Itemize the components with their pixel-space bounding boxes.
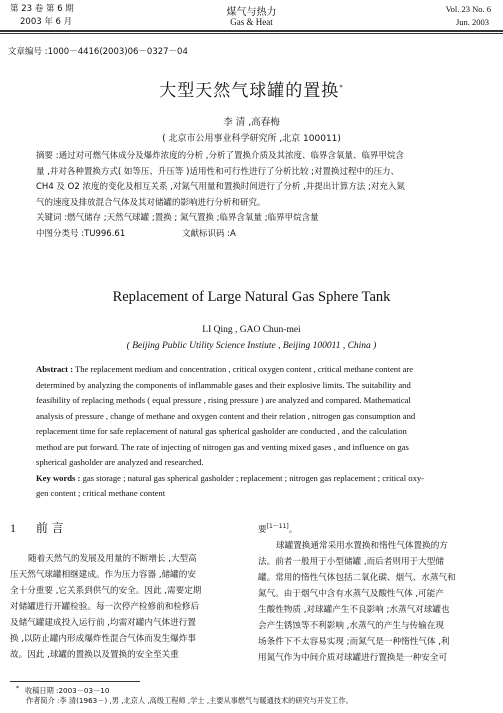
doc-code-cn: 文献标识码 :A <box>181 228 236 239</box>
section-title: 前 言 <box>35 521 64 535</box>
authors-en: LI Qing , GAO Chun-mei <box>202 325 301 335</box>
body-line: 故。因此 ,球罐的置换以及置换的安全至关重 <box>10 650 179 660</box>
body-line: 用氮气作为中间介质对球罐进行置换是一种安全可 <box>258 652 448 663</box>
abstract-en-line: replacement time for safe replacement of natural gas spherical gasholder are conducted , and the calculation <box>36 426 407 436</box>
header-journal-cn: 煤气与热力 <box>226 7 277 18</box>
body-line: 场条件下不太容易实现 ;而氮气是一种惰性气体 ,利 <box>258 636 450 647</box>
reference-citation: [1～11] <box>266 523 289 530</box>
right-column <box>258 519 494 666</box>
affiliation-en: ( Beijing Public Utility Science Instiute , Beijing 100011 , China ) <box>126 341 377 351</box>
affiliation-cn: ( 北京市公用事业科学研究所 ,北京 100011) <box>162 134 341 144</box>
article-number: 文章编号 :1000－4416(2003)06－0327－04 <box>8 47 188 57</box>
header-journal-en: Gas & Heat <box>230 17 273 27</box>
abstract-en-line: determined by analyzing the components of inflammable gases and their explosive limits. The suitability and <box>36 379 411 390</box>
body-text-end: 。 <box>288 524 298 535</box>
body-line: 换 ,以防止罐内形成爆炸性混合气体而发生爆炸事 <box>10 634 196 644</box>
header-date-en: Jun. 2003 <box>455 17 489 27</box>
body-line: 及储气罐建成投入运行前 ,均需对罐内气体进行置 <box>10 618 196 628</box>
title-footnote-mark: * <box>339 83 344 92</box>
header-volume-cn: 第 23 卷 第 6 期 <box>10 4 74 14</box>
body-line: 压天然气球罐相继建成。作为压力容器 ,储罐的安 <box>10 570 196 580</box>
body-line: 球罐置换通常采用水置换和惰性气体置换的方 <box>276 540 448 551</box>
body-line: 罐。常用的惰性气体包括二氧化碳、烟气、水蒸气和 <box>258 572 456 583</box>
section-heading <box>10 519 64 536</box>
abstract-en-line: method are put forward. The rate of injecting of nitrogen gas and venting mixed gases , and influence on gas <box>36 441 409 452</box>
abstract-en-line: feasibility of replacing methods ( equal pressure , rising pressure ) are analyzed and compared. Mathematical <box>36 395 411 405</box>
section-number: 1 <box>10 521 16 535</box>
abstract-en-line: spherical gasholder are analyzed and researched. <box>36 457 204 467</box>
body-line: 会产生锈蚀等不利影响 ,水蒸气的产生与传输在现 <box>258 620 444 631</box>
body-line: 对储罐进行开罐检验。每一次停产检修前和检修后 <box>10 602 200 612</box>
abstract-cn <box>36 149 476 242</box>
abstract-en-text: The replacement medium and concentration , critical oxygen content , critical methane content are <box>75 364 414 374</box>
keywords-en-label: Key words : <box>36 472 81 483</box>
body-line: 生酸性物质 ,对球罐产生不良影响 ;水蒸气对球罐也 <box>258 604 450 615</box>
body-line: 法。前者一般用于小型储罐 ,而后者则用于大型储 <box>258 556 444 567</box>
footnote-received-text: 收稿日期 :2003－03－10 <box>25 686 110 696</box>
body-line: 随着天然气的发展及用量的不断增长 ,大型高 <box>28 554 197 564</box>
keywords-en-line <box>36 471 476 487</box>
page-title-cn <box>0 76 503 101</box>
keywords-cn: 关键词 :燃气储存 ;天然气球罐 ;置换 ; 氮气置换 ;临界含氧量 ;临界甲烷含量 <box>36 213 319 223</box>
page-title-en: Replacement of Large Natural Gas Sphere Tank <box>112 289 391 305</box>
header-volume-en: Vol. 23 No. 6 <box>445 4 491 14</box>
abstract-en <box>36 362 476 502</box>
title-cn-text: 大型天然气球罐的置换 <box>159 81 340 101</box>
keywords-en-text: gas storage ; natural gas spherical gasholder ; replacement ; nitrogen gas replacement ; critical oxy- <box>82 472 425 483</box>
body-line: 全十分重要 ,它关系到供气的安全。因此 ,需要定期 <box>10 586 202 596</box>
keywords-en-line: gen content ; critical methane content <box>36 488 166 498</box>
footnote-mark: * <box>16 685 19 692</box>
abstract-en-label: Abstract : <box>36 364 73 374</box>
abstract-cn-line: 气的速度及排放混合气体及其对储罐的影响进行分析和研究。 <box>36 197 266 208</box>
abstract-en-line <box>36 362 476 378</box>
abstract-cn-line: 摘要 :通过对可燃气体成分及爆炸浓度的分析 ,分析了置换介质及其浓度、临界含氧量、临界甲烷含 <box>36 151 404 161</box>
header-date-cn: 2003 年 6 月 <box>20 17 73 27</box>
footnote-author-bio: 作者简介 :李 清(1963－) ,男 ,北京人 ,高级工程师 ,学士 ,主要从事燃气与暖通技术的研究与开发工作。 <box>26 696 353 706</box>
footnote <box>16 684 353 706</box>
body-line: 氮气。由于烟气中含有水蒸气及酸性气体 ,可能产 <box>258 588 444 599</box>
body-line-first <box>258 519 494 538</box>
classification-row <box>36 227 476 243</box>
left-column <box>10 551 238 663</box>
footnote-received <box>16 684 353 696</box>
abstract-cn-line: CH4 及 O2 浓度的变化及相互关系 ,对氮气用量和置换时间进行了分析 ,并提出计算方法 ;对充入氮 <box>36 182 405 192</box>
abstract-cn-line: 量 ,并对各种置换方式( 如等压、升压等 )适用性和可行性进行了分析比较 ;对置换过程中的压力、 <box>36 166 400 177</box>
header-rule-thick <box>0 30 503 32</box>
authors-cn: 李 清 ,高春梅 <box>223 117 280 128</box>
body-text-start: 要 <box>258 524 267 535</box>
header-rule-thin <box>0 33 503 34</box>
abstract-en-line: analysis of pressure , change of methane and oxygen content and their relation , nitrogen gas consumption and <box>36 410 416 421</box>
class-number-cn: 中图分类号 :TU996.61 <box>36 228 126 239</box>
footnote-rule <box>10 681 140 682</box>
